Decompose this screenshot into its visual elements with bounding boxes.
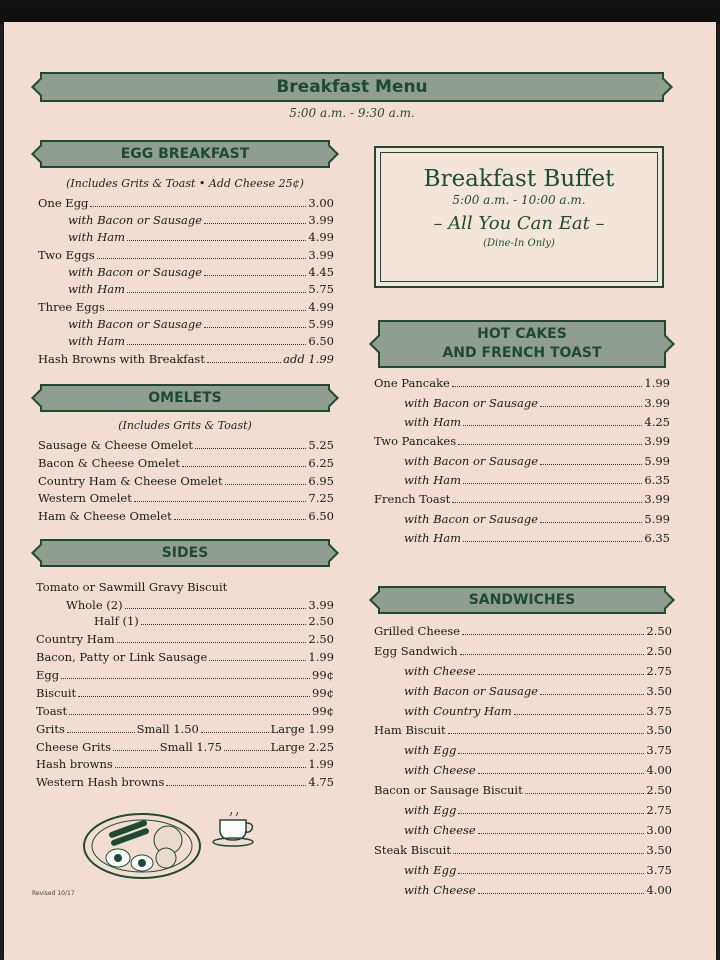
menu-item: French Toast 3.99 <box>374 492 670 506</box>
menu-title-banner <box>40 72 664 102</box>
menu-item: Country Ham & Cheese Omelet 6.95 <box>38 474 334 488</box>
menu-item: One Egg 3.00 <box>38 196 334 210</box>
hotcakes-title-line2: AND FRENCH TOAST <box>442 345 602 361</box>
sandwiches-banner <box>378 586 666 614</box>
buffet-title: Breakfast Buffet <box>423 166 615 192</box>
menu-item: Ham Biscuit 3.50 <box>374 723 672 737</box>
menu-item: with Ham 5.75 <box>68 282 334 296</box>
egg-breakfast-banner <box>40 140 330 168</box>
menu-item: with Bacon or Sausage 5.99 <box>404 512 670 526</box>
buffet-inner-border <box>380 152 658 282</box>
menu-item: with Bacon or Sausage 3.50 <box>404 684 672 698</box>
menu-item: with Bacon or Sausage 4.45 <box>68 265 334 279</box>
menu-hours: 5:00 a.m. - 9:30 a.m. <box>289 106 415 120</box>
menu-item: Three Eggs 4.99 <box>38 300 334 314</box>
menu-item: Western Omelet 7.25 <box>38 491 334 505</box>
menu-item: Grits Small 1.50 Large 1.99 <box>36 722 335 736</box>
menu-item: Whole (2) 3.99 <box>66 598 334 612</box>
menu-item: with Country Ham 3.75 <box>404 704 672 718</box>
menu-item: with Cheese 4.00 <box>404 883 672 897</box>
menu-item: Egg Sandwich 2.50 <box>374 644 672 658</box>
menu-item: with Egg 2.75 <box>404 803 672 817</box>
menu-item: with Bacon or Sausage 3.99 <box>404 396 670 410</box>
menu-item: Cheese Grits Small 1.75 Large 2.25 <box>36 740 335 754</box>
menu-item: Grilled Cheese 2.50 <box>374 624 672 638</box>
menu-item: with Ham 6.35 <box>404 531 670 545</box>
menu-item: with Cheese 4.00 <box>404 763 672 777</box>
omelets-title: OMELETS <box>148 390 222 406</box>
menu-item: with Ham 4.25 <box>404 415 670 429</box>
breakfast-plate-illustration <box>80 808 204 880</box>
menu-item: Hash browns 1.99 <box>36 757 334 771</box>
egg-breakfast-note: (Includes Grits & Toast • Add Cheese 25¢) <box>66 177 304 190</box>
menu-item: Toast 99¢ <box>36 704 334 718</box>
menu-item: with Ham 6.35 <box>404 473 670 487</box>
menu-item: Bacon & Cheese Omelet 6.25 <box>38 456 334 470</box>
menu-item: with Bacon or Sausage 5.99 <box>404 454 670 468</box>
omelets-banner <box>40 384 330 412</box>
menu-item: Sausage & Cheese Omelet 5.25 <box>38 438 334 452</box>
menu-item: Biscuit 99¢ <box>36 686 334 700</box>
hotcakes-title-line1: HOT CAKES <box>477 326 567 342</box>
menu-item: with Ham 4.99 <box>68 230 334 244</box>
menu-item: Half (1) 2.50 <box>94 614 334 628</box>
hotcakes-banner <box>378 320 666 368</box>
menu-item: Hash Browns with Breakfast add 1.99 <box>38 352 334 366</box>
buffet-tagline: – All You Can Eat – <box>433 213 605 234</box>
menu-item: Country Ham 2.50 <box>36 632 334 646</box>
menu-item: Western Hash browns 4.75 <box>36 775 334 789</box>
buffet-box <box>374 146 664 288</box>
menu-item: Bacon, Patty or Link Sausage 1.99 <box>36 650 334 664</box>
revised-date: Revised 10/17 <box>32 890 75 897</box>
menu-item: Bacon or Sausage Biscuit 2.50 <box>374 783 672 797</box>
menu-item: with Cheese 2.75 <box>404 664 672 678</box>
menu-item: with Bacon or Sausage 5.99 <box>68 317 334 331</box>
buffet-hours: 5:00 a.m. - 10:00 a.m. <box>452 193 586 207</box>
menu-item: Steak Biscuit 3.50 <box>374 843 672 857</box>
background-edge <box>0 0 720 24</box>
buffet-note: (Dine-In Only) <box>483 238 555 249</box>
menu-item: Egg 99¢ <box>36 668 334 682</box>
menu-item: with Bacon or Sausage 3.99 <box>68 213 334 227</box>
egg-breakfast-title: EGG BREAKFAST <box>120 146 250 162</box>
menu-item: with Ham 6.50 <box>68 334 334 348</box>
menu-item: Ham & Cheese Omelet 6.50 <box>38 509 334 523</box>
sandwiches-title: SANDWICHES <box>468 592 576 608</box>
menu-item: One Pancake 1.99 <box>374 376 670 390</box>
sides-title: SIDES <box>161 545 209 561</box>
menu-item: with Cheese 3.00 <box>404 823 672 837</box>
coffee-cup-icon <box>210 812 258 848</box>
sides-banner <box>40 539 330 567</box>
menu-item: with Egg 3.75 <box>404 863 672 877</box>
menu-item: Two Eggs 3.99 <box>38 248 334 262</box>
sides-biscuit-heading: Tomato or Sawmill Gravy Biscuit <box>36 580 228 594</box>
menu-item: with Egg 3.75 <box>404 743 672 757</box>
omelets-note: (Includes Grits & Toast) <box>118 419 252 432</box>
menu-item: Two Pancakes 3.99 <box>374 434 670 448</box>
menu-title: Breakfast Menu <box>276 77 428 97</box>
